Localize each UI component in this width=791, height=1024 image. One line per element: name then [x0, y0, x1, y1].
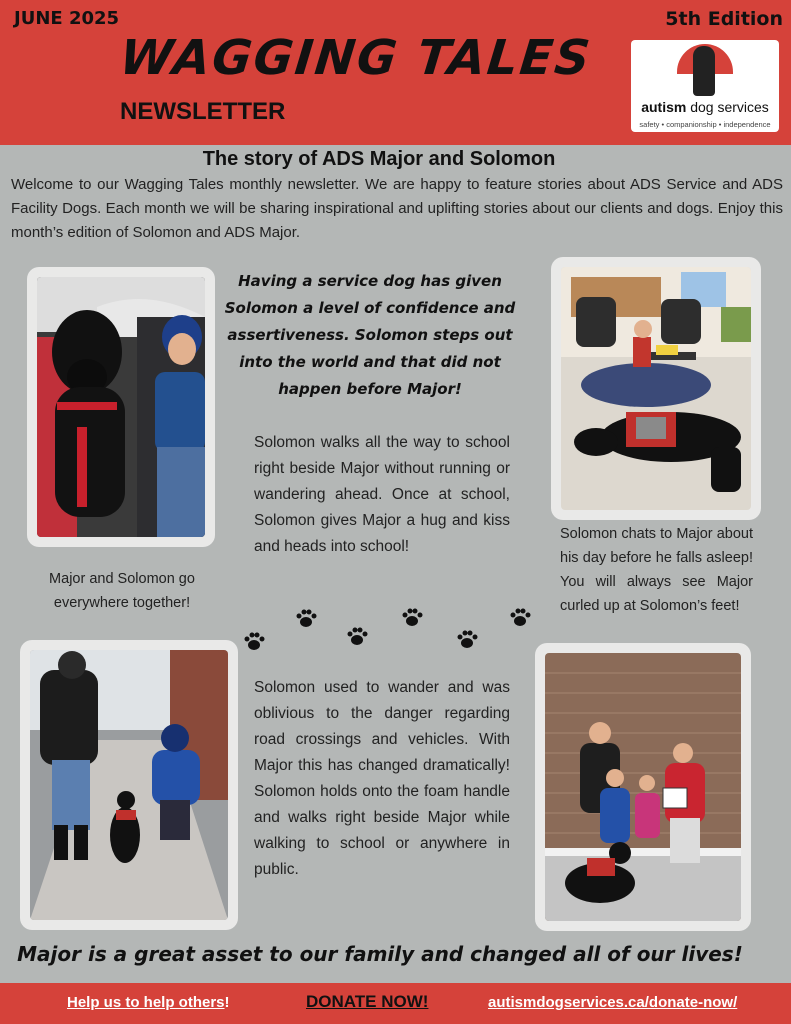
car-photo-illustration: [37, 277, 205, 537]
reading-photo-illustration: [561, 267, 751, 510]
help-us-link[interactable]: Help us to help others: [67, 994, 225, 1011]
walking-photo-illustration: [30, 650, 228, 920]
paw-print-icon: [345, 625, 369, 649]
donate-now-link[interactable]: DONATE NOW!: [306, 992, 429, 1011]
logo-wordmark: autism dog services: [641, 99, 769, 115]
paragraph-walks-to-school: Solomon walks all the way to school right beside Major without running or wandering ahead. Once at school, Solomon gives Major a hug and kiss and heads into school!: [254, 434, 510, 555]
story-title: The story of ADS Major and Solomon: [202, 148, 556, 170]
newsletter-subtitle: NEWSLETTER: [120, 98, 286, 125]
logo-tagline: safety • companionship • independence: [639, 120, 771, 129]
newsletter-footer: [0, 983, 791, 1024]
issue-date: JUNE 2025: [14, 8, 120, 29]
paw-print-icon: [400, 606, 424, 630]
pull-quote: Having a service dog has given Solomon a level of confidence and assertiveness. Solomon steps out into the world and that did not happen before Major!: [224, 272, 516, 398]
photo-dog-and-boy-in-car: [27, 267, 215, 547]
photo-family-with-dog: [535, 643, 751, 931]
intro-paragraph: Welcome to our Wagging Tales monthly newsletter. We are happy to feature stories about ADS Service and ADS Facility Dogs. Each month we will be sharing inspirational and uplifting stories about our clients and dogs. Enjoy this month’s edition of Solomon and ADS Major.: [11, 176, 783, 241]
paragraph-road-safety: Solomon used to wander and was oblivious to the danger regarding road crossings and vehicles. With Major this has changed dramatically! Solomon holds onto the foam handle and walks right beside Major while walking to school or anywhere in public.: [254, 679, 510, 878]
edition-label: 5th Edition: [665, 8, 783, 30]
photo-boy-reading-with-dog: [551, 257, 761, 520]
caption-right: Solomon chats to Major about his day before he falls asleep! You will always see Major curled up at Solomon’s feet!: [560, 526, 753, 614]
newsletter-title: WAGGING TALES: [117, 30, 595, 86]
newsletter-header: [0, 0, 791, 145]
caption-left: Major and Solomon go everywhere together!: [49, 571, 195, 611]
photo-walking-to-school: [20, 640, 238, 930]
paw-print-icon: [242, 630, 266, 654]
logo-dog-silhouette-icon: [693, 46, 715, 96]
help-us-text: Help us to help others!: [67, 994, 230, 1011]
paw-print-icon: [294, 607, 318, 631]
donate-url-link[interactable]: autismdogservices.ca/donate-now/: [488, 994, 738, 1011]
paw-print-icon: [455, 628, 479, 652]
closing-statement: Major is a great asset to our family and changed all of our lives!: [17, 942, 743, 966]
ads-logo: [631, 40, 779, 132]
family-photo-illustration: [545, 653, 741, 921]
paw-print-icon: [508, 606, 532, 630]
